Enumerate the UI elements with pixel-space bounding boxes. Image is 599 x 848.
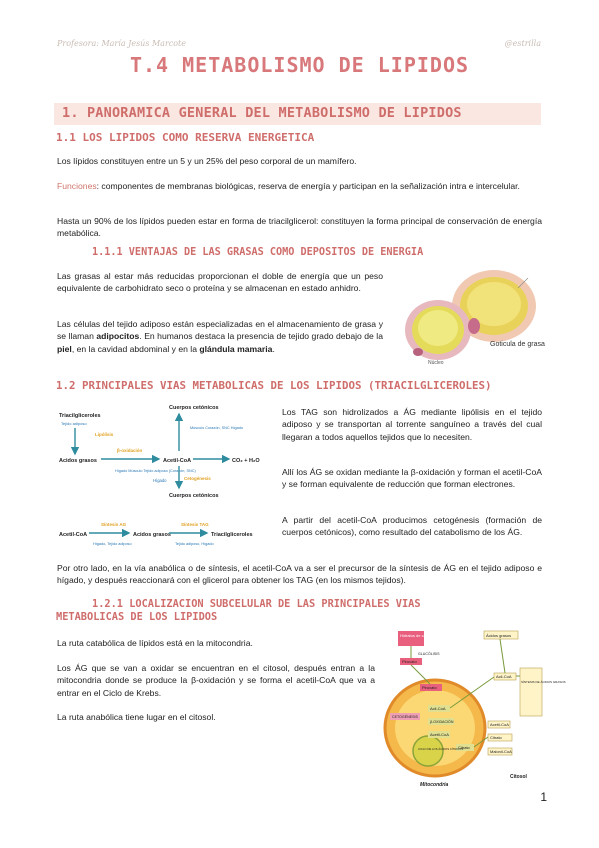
section-1-2-1-heading-line2: METABOLICAS DE LOS LIPIDOS [56,611,218,623]
diagram-tag-synthesis: Síntesis TAG [181,522,209,527]
adipocytes-text-g: . [272,343,275,354]
diagram-fatty-acids: Acidos grasos [59,458,97,464]
diagram-fatty-acids-2: Acidos grasos [133,532,171,538]
adipocytes-text-a: Las células del tejido adiposo están especializadas en el almacenamiento de grasa y se llaman [57,319,383,342]
diagram-liver: Hígado [153,478,167,483]
diagram-muscle: Músculo Corazón, SNC Hígado [190,426,243,430]
mito-glycolysis: GLUCÓLISIS [418,652,440,656]
paragraph-anabolic: Por otro lado, en la vía anabólica o de síntesis, el acetil-CoA va a ser el precursor de la síntesis de ÁG en el tejido adiposo e hígado, y después reaccionará con el glicerol para obtener los TAG (en los mismos tejidos). [57,563,542,586]
mito-pyruvate: Piruvato [402,659,417,664]
section-1-1-heading: 1.1 LOS LIPIDOS COMO RESERVA ENERGETICA [56,131,315,144]
page-title: T.4 METABOLISMO DE LIPIDOS [129,53,470,77]
mito-citrate: Citrato [458,745,470,750]
paragraph-lipid-weight: Los lípidos constituyen entre un 5 y un 25% del peso corporal de un mamífero. [57,156,357,166]
mito-beta-ox: β-OXIDACIÓN [430,720,454,724]
mito-mitochondria: Mitocondria [420,782,449,788]
diagram-fa-synthesis: Síntesis AG [101,522,127,527]
adipocytes-bold: adipocitos [96,331,140,342]
diagram-ketone-top: Cuerpos cetónicos [169,405,219,411]
diagram-acetyl-2: Acetil-CoA [59,532,88,538]
mito-acyl-coa: Acil-CoA [496,674,512,679]
droplet-label: Goticula de grasa [490,341,545,348]
diagram-lipolysis: Lipólisis [95,432,114,437]
mito-fa-synthesis: SÍNTESIS DE ÁCIDOS GRASOS [521,680,566,684]
mito-pyruvate-2: Piruvato [422,685,437,690]
diagram-tag: Triacilgliceroles [59,413,101,419]
adipocytes-text-e: , en la cavidad abdominal y en la [71,343,200,354]
diagram-tissue-a: Hígado, Tejido adiposo [93,542,132,546]
section-1-heading: 1. PANORAMICA GENERAL DEL METABOLISMO DE LIPIDOS [62,105,462,121]
paragraph-tag-hydrolysis: Los TAG son hidrolizados a ÁG mediante lipólisis en el tejido adiposo y se transportan al torrente sanguíneo a través del cual llegaran a todos aquellos tejidos que lo necesiten. [282,407,542,442]
paragraph-triacylglycerol: Hasta un 90% de los lípidos pueden estar en forma de triacilglicerol: constituyen la forma principal de conservación de energía metabólica. [57,216,542,239]
paragraph-fa-oxidation: Los ÁG que se van a oxidar se encuentran en el citosol, después entran a la mitocondria donde se produce la β-oxidación y se forma el acetil-CoA que va a entrar en el Ciclo de Krebs. [57,663,375,698]
page-number: 1 [540,790,547,804]
diagram-tissue-b: Tejido adiposo, Hígado [175,542,214,546]
mito-fatty-acids: Ácidos grasos [486,633,512,638]
functions-text: : componentes de membranas biológicas, reserva de energía y participan en la señalización intra e intercelular. [96,181,520,191]
mito-cytosol: Citosol [510,774,527,780]
paragraph-functions [57,180,542,192]
paragraph-anabolic-route: La ruta anabólica tiene lugar en el citosol. [57,712,216,722]
diagram-co2: CO₂ + H₂O [232,458,260,464]
mito-acetyl-2: Acetil-CoA [490,722,509,727]
skin-bold: piel [57,343,72,354]
adipocyte-illustration [398,268,543,368]
paragraph-fat-advantage: Las grasas al estar más reducidas proporcionan el doble de energía que un peso equivalente de carbohidrato seco o proteína y se almacenan en estado anhidro. [57,271,383,294]
mitochondria-illustration [380,628,566,790]
diagram-tag-2: Triacilgliceroles [211,532,253,538]
diagram-beta-ox: β-oxidación [117,448,143,453]
diagram-acetyl: Acetil-CoA [163,458,192,464]
functions-label: Funciones [57,181,97,191]
section-1-1-1-heading: 1.1.1 VENTAJAS DE LAS GRASAS COMO DEPOSITOS DE ENERGIA [92,247,424,258]
paragraph-adipocytes [57,318,383,355]
mito-krebs: CICLO DE LOS ÁCIDOS CÍTRICOS [418,747,464,751]
mito-malonyl: Malonil-CoA [490,749,512,754]
metabolic-pathway-diagram [57,400,269,552]
adipocytes-text-c: . En humanos destaca la presencia de tejido grado debajo de la [139,331,383,342]
paragraph-catabolic-route: La ruta catabólica de lípidos está en la mitocondria. [57,638,253,648]
paragraph-beta-oxidation: Allí los ÁG se oxidan mediante la β-oxidación y forman el acetil-CoA y se forman equivalente de reducción que forman electrones. [282,467,542,490]
mito-carbohydrates: Hidratos de carbono [400,633,437,638]
mito-ketogenesis: CETOGÉNESIS [392,715,418,719]
mito-acetyl: Acetil-CoA [430,732,449,737]
nucleus-label: Núcleo [428,360,444,366]
handle-header: @estrilla [504,39,541,48]
gland-bold: glándula mamaria [199,343,273,354]
diagram-tag-tissue: Tejido adiposo [61,421,87,426]
diagram-beta-ox-tissues: Hígado Músculo Tejido adiposo (Corazón, SNC) [115,469,196,473]
section-1-2-heading: 1.2 PRINCIPALES VIAS METABOLICAS DE LOS LIPIDOS (TRIACILGLICEROLES) [56,379,492,392]
diagram-ketogenesis: Cetogénesis [184,476,211,481]
diagram-ketone-bottom: Cuerpos cetónicos [169,493,219,499]
section-1-2-1-heading-line1: 1.2.1 LOCALIZACION SUBCELULAR DE LAS PRINCIPALES VIAS [92,598,421,610]
mito-citrate-2: Citrato [490,735,502,740]
paragraph-ketogenesis: A partir del acetil-CoA producimos cetogénesis (formación de cuerpos cetónicos), como resultado del catabolismo de los ÁG. [282,515,542,538]
mito-acyl-coa-2: Acil-CoA [430,706,446,711]
author-header: Profesora: María Jesús Marcote [57,39,187,48]
